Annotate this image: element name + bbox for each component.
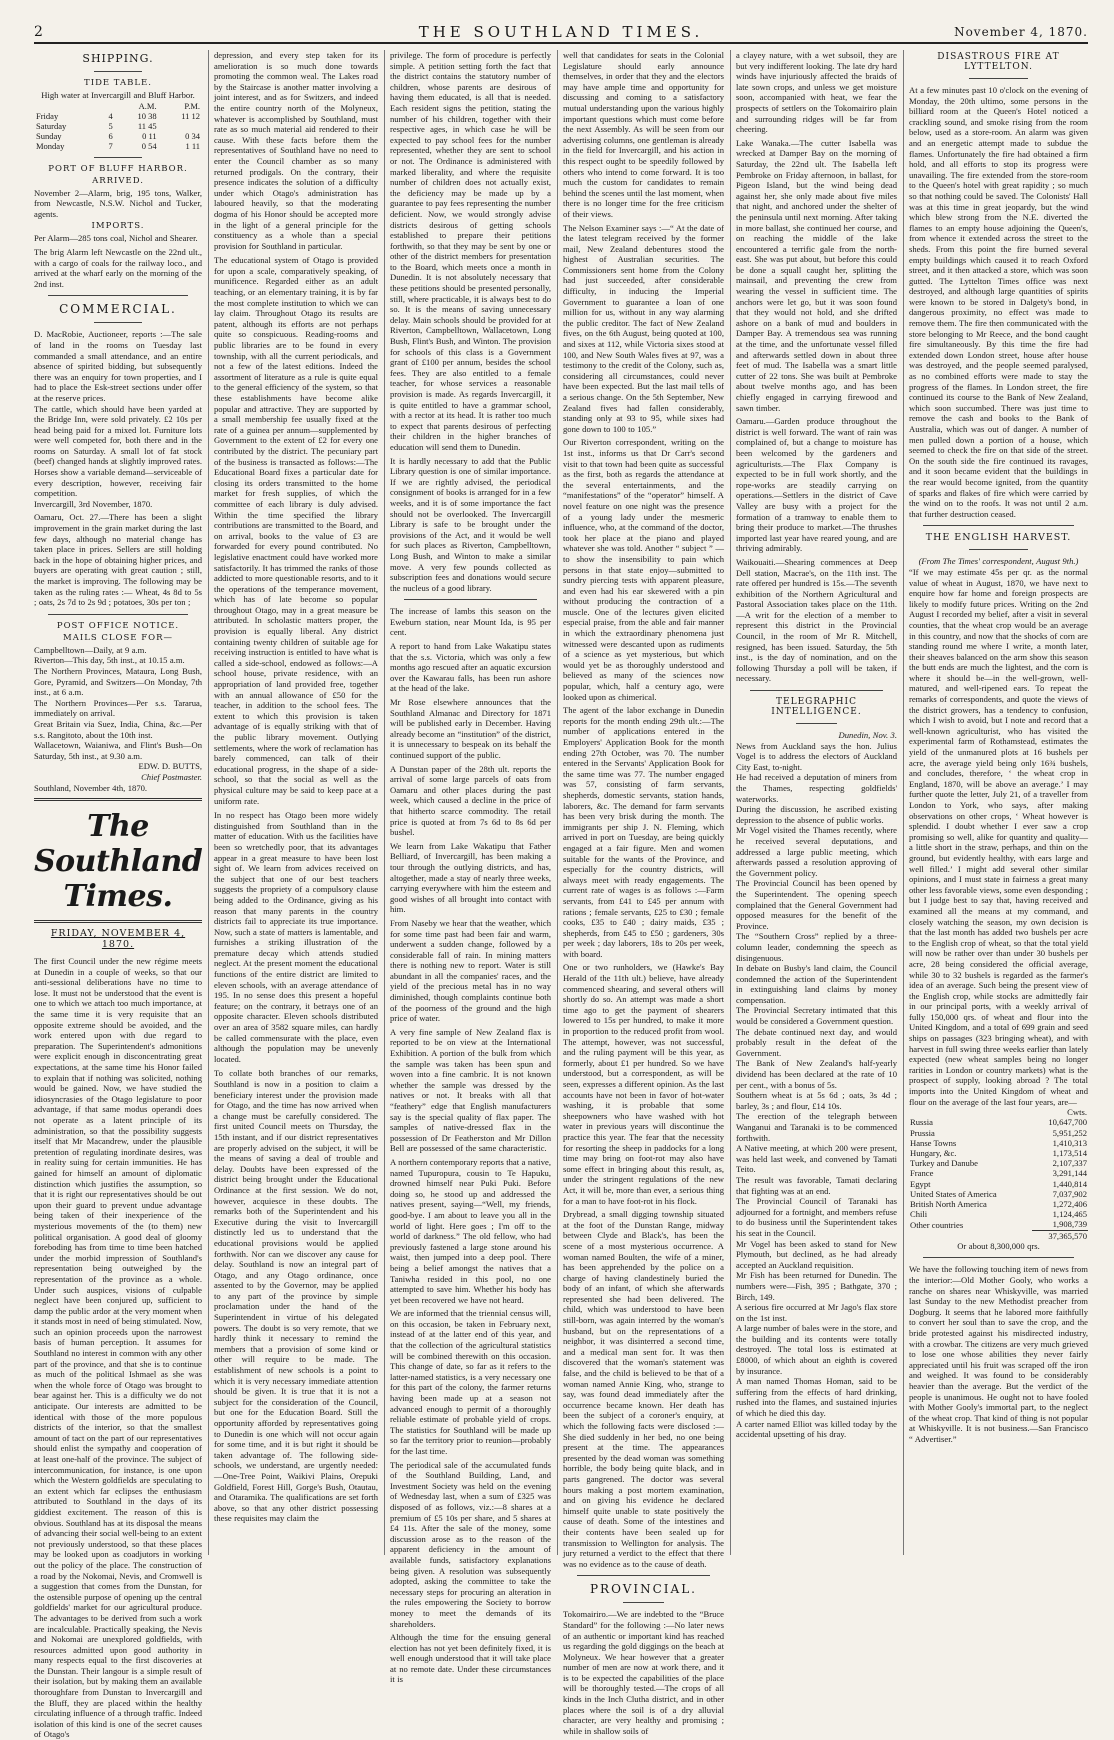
table-row: Hungary, &c. 1,173,514: [910, 1148, 1087, 1159]
telegram-item: Mr Vogel has been asked to stand for New Plymouth, but declined, as he had already accepted an Auckland requisition.: [736, 1238, 897, 1270]
column-rule: [384, 50, 385, 1555]
table-row: Egypt 1,440,814: [910, 1178, 1087, 1189]
news-item: From Naseby we hear that the weather, which for some time past had been fair and warm, underwent a sudden change, followed by a considerable fall of rain. In mining matters there is nothing new to report. Water is still abundant in all the companies' races, and the yield of the precious metal has in no way diminished, though complaints continue both of the poorness of the ground and the high price of water.: [390, 917, 551, 1024]
harvest-source: (From The Times' correspondent, August 9th.): [918, 556, 1079, 567]
provincial-para: Waikouaiti.—Shearing commences at Deep Dell station, Macrae's, on the 11th inst. The rate offered per hundred is 15s.—The seventh exhibition of the Northern Agricultural and Pastoral Association takes place on the 11th.—A writ for the election of a member to represent this district in the Provincial Council, in the room of Mr R. Mitchell, resigned, has been issued. Saturday, the 5th inst., is the day of nomination, and on the following Thursday a poll will be taken, if necessary.: [736, 556, 897, 684]
table-row: Saturday 5 11 45: [36, 120, 157, 131]
postmaster-name: EDW. D. BUTTS,: [138, 761, 202, 772]
imports-heading: IMPORTS.: [91, 221, 145, 232]
telegram-item: A large number of bales were in the store, and the building and its contents were totally destroyed. The total loss is estimated at £8000, of which about an eighth is covered by insurance.: [736, 1323, 897, 1376]
brig-note: The brig Alarm left Newcastle on the 22nd ult., with a cargo of coals for the railway loco., and arrived at the wharf early on the morning of the 2nd inst.: [34, 246, 202, 289]
column-5: [736, 50, 897, 1555]
port-heading: PORT OF BLUFF HARBOR.: [48, 163, 188, 174]
column-rule: [730, 50, 731, 1555]
table-row: Hanse Towns 1,410,313: [910, 1137, 1087, 1148]
column-1: [34, 50, 203, 1740]
education-para: The educational system of Otago is provided for upon a scale, comparatively speaking, of munificence. Regarded either as an adult teaching, or an elementary training, it is by far the most complete institution to which we can lay claim. Throughout Otago its results are patent, although its efforts are not perhaps quite so conspicuous. Reading-rooms and public libraries are to be found in every township, with all the current periodicals, and not a few of the latest editions. Indeed the assortment of literature as a rule is quite equal to the general efficiency of the system, so that these establishments have become alike popular and attractive. They are supported by a small membership fee usually fixed at the rate of a guinea per annum—supplemented by Government to the extent of £2 for every one contributed by the district. The pecuniary part of the business is transacted as follows:—The Educational Board fixes a particular date for closing its orders transmitted to the home market for fresh supplies, of which the committee of each library is duly advised. Within the time specified the library contributions are transmitted to the Board, and on arrival, books to the value of £3 are forwarded for every pound contributed. No legislative enactment could have worked more satisfactorily. It has trimmed the ranks of those addicted to more questionable resorts, and to it the operations of the temperance movement, which has of late become so popular throughout Otago, may in a great measure be attributed. In scholastic matters proper, the provision is equally liberal. Any district containing twenty children of suitable age for receiving instruction is entitled to have what is called a side-school, endowed as follows:—A school house, private residence, with an appropriation of land provided free, together with an annual allowance of £50 for the teacher, in addition to the school fees. The extent to which this provision is taken advantage of is equally striking with that of the public library movement. Outlying settlements, where the work of reclamation has barely commenced, can talk of their educational progress, in the shape of a side-school, so that the social as well as the physical culture may be said to keep pace at a uniform rate.: [214, 255, 378, 806]
column-rule: [208, 50, 209, 1555]
telegram-item: The erection of the telegraph between Wanganui and Taranaki is to be commenced forthwith.: [736, 1111, 897, 1143]
harvest-article: “If we may estimate 45s per qr. as the normal value of wheat in August, 1870, we have next to enquire how far home and foreign prospects are likely to modify future prices. Writing on the 2nd August I recorded my belief, after a visit in several counties, that the wheat crop would be an average in this country, and now that the shocks of corn are standing round me where I write, a month later, their sheaves balanced on the arm show this season the butt ends are much the lightest, and the corn is where it should be—in the well-grown, well-matured, and well-ripened ears. To repeat the remarks of correspondents, and quote the views of the district growers, has a tendency to confusion, which I wish to avoid, but I note and record that a well-known agriculturist, who has visited the experimental farm of Rothamstead, estimates the yield of the unmanured plots at 16 bushels per acre, the average yield being only 16¾ bushels, and concludes, therefore, ‘ the wheat crop in England, 1870, will be above an average.’ I may further quote the letter, July 21, of a traveller from London to York, who says, after making observations on other crops, ‘ Wheat however is splendid. I doubt whether I ever saw a crop promising so well, alike for quantity and quality—a little short in the straw, perhaps, and thin on the ground, but evidently healthy, with ears large and well filled.’ I might add several other similar opinions, and I must state in fairness a great many other less favorable views, some even desponding ; but I judge best to say that, having received and examined all the means at my command, and closely watching the season, my own decision is that the last month has added two bushels per acre to the English crop of wheat, so that the total yield will now be rather over than under 30 bushels per acre, 28 being considered the official average, while 30 to 32 bushels is regarded as the farmer's idea of an average. Such being the present view of the English crop, while stocks are admittedly fair in our principal ports, with a weekly arrival of fully 150,000 qrs. of wheat and flour into the United Kingdom, and a total of 699 grain and seed ships on passages (323 bringing wheat), and with harvest in full swing three weeks earlier than lately expected (new wheat samples being no longer rarities in London or country markets) what is the prospect of supply, looking abroad ? The total imports into the United Kingdom of wheat and flour on the average of the last four years, are—: [909, 566, 1088, 1107]
table-row: Sunday 6 0 11 0 34: [36, 130, 200, 141]
table-row: United States of America 7,037,902: [910, 1188, 1087, 1199]
telegram-item: During the discussion, he ascribed existing depression to the absence of public works.: [736, 804, 897, 825]
table-total: 37,365,570: [1048, 1230, 1087, 1241]
table-row: Monday 7 0 54 1 11: [36, 140, 200, 151]
shipping-heading: SHIPPING.: [82, 52, 154, 65]
telegram-item: Southern wheat is at 5s 6d ; oats, 3s 4d ; barley, 3s ; and flour, £14 10s.: [736, 1090, 897, 1111]
news-item: Our Riverton correspondent, writing on the 1st inst., informs us that Dr Carr's second visit to that town had been quite as successful as the first, both as regards the attendance at the several entertainments, and the “manifestations” of the “operator” himself. A novel feature on one night was the presence of a young lady under the mesmeric influence, who, at the command of the doctor, took her place at the piano and played whatever she was told. Another “ subject ” —to show the insensibility to pain which persons in that state enjoy—submitted to sundry piercing tests with apparent pleasure, and even had his ear skewered with a pin without producing the contraction of a muscle. One of the lectures given elicited especial praise, from the able and fair manner in which the extraordinary phenomena just witnessed were descanted upon as rudiments of a science as yet mysterious, but which would yet be as thoroughly understood and believed as many of the sciences now popular, which, half a century ago, were looked upon as chimerical.: [563, 437, 724, 702]
table-row: Chili 1,124,465: [910, 1209, 1087, 1220]
newspaper-title: THE SOUTHLAND TIMES.: [418, 23, 704, 41]
telegram-item: News from Auckland says the hon. Julius Vogel is to address the electors of Auckland City East, to-night.: [736, 740, 897, 772]
leader-continued: depression, and every step taken for its amelioration is so much done towards promoting the common weal. The Lakes road by the Staircase is another matter involving a joint interest, and as for Switzers, and indeed the entire country north of the Molyneux, whatever is accomplished by Southland, must rate as so much material aid rendered to their cause. With these facts before them the representatives of Southland have no need to enter the Council chamber as so many returned prodigals. On the contrary, their presence indicates the solution of a difficulty under which Otago's administration has laboured heavily, so that the moderating dogma of his Honor should be accepted more in the light of a general principle for the constituency as a whole than a special provision for Southland in particular.: [214, 50, 378, 251]
telegram-item: A serious fire occurred at Mr Jago's flax store on the 1st inst.: [736, 1302, 897, 1323]
page-header: [34, 22, 1088, 44]
news-item: Mr Rose elsewhere announces that the Southland Almanac and Directory for 1871 will be published early in December. Having already become an “institution” of the district, it is unnecessary to bespeak on its behalf the continued support of the public.: [390, 697, 551, 760]
education-para: To collate both branches of our remarks, Southland is now in a position to claim a beneficiary interest under the provision made for Otago, and the time has now arrived when a change must be carefully considered. The first united Council meets on Thursday, the 15th instant, and if our district representatives are properly advised on the subject, it will be the means of saving a deal of trouble and delay. Doubts have been expressed of the district being brought under the Educational Ordinance at the first session. We do not, however, acquiesce in these doubts. The remarks both of the Superintendent and his Executive during the visit to Invercargill distinctly led us to understand that the educational provisions would be applied forthwith. Nor can we discover any cause for delay. Southland is now an integral part of Otago, and any Otago ordinance, once assented to by the Governor, may be applied to any part of the province by simple proclamation under the hand of the Superintendent in virtue of his delegated powers. The doubt is so very remote, that we hardly think it necessary to remind the members that a provision of some kind or other will require to be made. The establishment of new schools is a point to which it is very necessary immediate attention should be given. It is true that it is not a subject for the consideration of the Council, but one for the Education Board. Still the opportunity afforded by representatives going to Dunedin is one which will not occur again for some time, and it is but right it should be taken advantage of. The following side-schools, we understand, are urgently needed:—One-Tree Point, Waikivi Plains, Orepuki Goldfield, Forest Hill, Gorge's Bush, Otautau, and Otaramika. The qualifications are set forth above, so that any other district possessing these requisites may claim the: [214, 1068, 378, 1524]
imports-text: Per Alarm—285 tons coal, Nichol and Shearer.: [34, 233, 198, 244]
mail-item: Campbelltown—Daily, at 9 a.m.: [34, 644, 147, 655]
table-row: Friday 4 10 38 11 12: [36, 110, 200, 121]
commercial-para: The cattle, which should have been yarded at the Bridge Inn, were sold privately. £2 10s per head being paid for a mixed lot. Furniture lots were well competed for, both there and in the rooms on Saturday. A small lot of fat stock (beef) changed hands at slightly improved rates. Horses show a variable demand—serviceable of every description, however, receiving fair competition.: [34, 403, 202, 499]
fire-article: At a few minutes past 10 o'clock on the evening of Monday, the 20th ultimo, some persons in the billiard room at the Queen's Hotel noticed a crackling sound, and smoke rising from the room below, used as a store-room. An alarm was given and an energetic attempt made to subdue the flames. Unfortunately the fire had obtained a firm hold, and all efforts to stop its progress were unavailing. The fire extended from the store-room to the Queen's hotel with great rapidity ; so much so that nothing could be saved. The Colonists' Hall was at this time in great jeopardy, but the wind which blew strong from the N.E. diverted the flames to an empty house adjoining the Queen's, from whence it extended across the street to the sheds. From this point the fire burned several empty buildings which caused it to reach Oxford street, and it then attacked a store, which was soon gutted. The Lyttelton Times office was next destroyed, and although large quantities of spirits were known to be stored in Dalgety's bond, in dangerous proximity, no effect was made to remove them. The fire then communicated with the store belonging to Mr Reece, and the bond caught fire simultaneously. By this time the fire had extended down London street, house after house was destroyed, and the people seemed paralysed, as no combined efforts were made to stay the progress of the flames. In London street, the fire continued its course to the Bank of New Zealand, which soon succumbed. There was just time to remove the cash and books to the Bank of Australia, which was out of danger. A number of men pulled down a portion of a house, which seemed to check the fire on that side of the street. On the south side the fire continued its ravages, and it soon became evident that the buildings in the rear would become ignited, from the quantity of sparks and flakes of fire which were carried by the wind on to the roofs. It was not until 2 a.m. that further destruction ceased.: [909, 85, 1088, 519]
leader-continued: privilege. The form of procedure is perfectly simple. A petition setting forth the fact that the district contains the statutory number of children, whose parents are desirous of having them educated, is all that is needed. Each resident signs the petition, stating the number of his children, together with their respective ages, in which case he will be expected to pay school fees for the number represented, whether they are sent to school or not. The Ordinance is administered with marked liberality, and where the requisite number of children does not actually exist, the deficiency may be made up by a guarantee to pay fees representing the number deficient. Now, we would strongly advise districts desirous of getting schools established to prepare their petitions forthwith, so that they may be sent by one or other of the district members for presentation to the Board, which meets once a month in Dunedin. It is not absolutely necessary that these petitions should be presented personally, still, where practicable, it is always best to do so. It is the means of saving unnecessary delay. Main schools should be provided for at Riverton, Campbelltown, Wallacetown, Long Bush, Flint's Bush, and Winton. The provision for schools of this class is a Government grant of £100 per annum, besides the school fees. They are also entitled to a female teacher, for whose services a reasonable provision is made. As regards Invercargill, it is quite entitled to have a grammar school, with a rector at its head. It is rather too much to expect that parents desirous of perfecting their children in the higher branches of education will send them to Dunedin.: [390, 50, 551, 452]
issue-date: November 4, 1870.: [954, 25, 1088, 39]
table-row: Other countries 1,908,739: [910, 1219, 1087, 1230]
news-item: The agent of the labor exchange in Dunedin reports for the month ending 29th ult.:—The number of applications entered in the Employers' Application Book for the month ending 27th October, was 70. The number entered in the Servants' Application Book for the same time was 77. The number engaged was 57, consisting of farm servants, shepherds, domestic servants, station hands, laborers, &c. The demand for farm servants has been very brisk during the month. The immigrants per ship J. N. Fleming, which arrived in port on Tuesday, are being quickly engaged at a fair figure. Men and women suitable for the wants of the Province, and especially for the country districts, will always meet with ready engagements. The current rate of wages is as follows :—Farm servants, from £41 to £45 per annum with rations ; female servants, £25 to £30 ; female cooks, £35 to £40 ; dairy maids, £35 ; shepherds, from £45 to £50 ; gardeners, 30s per week ; day laborers, 18s to 20s per week, with board.: [563, 705, 724, 959]
tide-note: High water at Invercargill and Bluff Harbor.: [41, 90, 195, 100]
post-office-heading: POST OFFICE NOTICE.: [56, 620, 180, 631]
arrived-heading: ARRIVED.: [92, 175, 144, 186]
table-row: Prussia 5,951,252: [910, 1127, 1087, 1138]
mail-item: The Northern Provinces—Per s.s. Tararua, immediately on arrival.: [34, 697, 202, 719]
telegram-item: The Provincial Secretary intimated that this would be considered a Government question.: [736, 1005, 897, 1027]
commercial-heading: COMMERCIAL.: [59, 302, 177, 317]
telegram-item: The result was favorable, Tamati declaring that fighting was at an end.: [736, 1174, 897, 1196]
telegram-item: A Native meeting, at which 200 were present, was held last week, and convened by Tamati Teito.: [736, 1143, 897, 1175]
mail-item: Wallacetown, Waianiwa, and Flint's Bush—On Saturday, 5th inst., at 9.30 a.m.: [34, 740, 202, 761]
mail-item: Great Britain via Suez, India, China, &c.—Per s.s. Rangitoto, about the 10th inst.: [34, 718, 202, 740]
telegram-item: The Provincial Council of Taranaki has adjourned for a fortnight, and members refuse to do business until the Superintendent takes his seat in the Council.: [736, 1196, 897, 1238]
tide-table: A.M. P.M. Friday 4 10 38 11 12 Saturday 5 11 45 Sunday 6 0 11 0 34 Monday 7 0 54 1 11: [36, 100, 200, 151]
leader-article: The first Council under the new régime meets at Dunedin in a couple of weeks, so that our anti-sessional deliberations have no time to lose. It must not be understood that the event is one to which we attach too much importance, at the same time it is very requisite that an opposite extreme should be avoided, and the work entered upon with due regard to preparation. The Superintendent's admonitions were explicit enough in disconcentrating great expectations, at the same time his Honor failed to explain that if nothing was solicited, nothing would be gained. Now, we have studied the idiosyncrasies of the Otago legislature to poor advantage, if that same modus operandi does not operate as a latent principle of its administration, so that the possibility suggests itself that Mr Macandrew, under the plausible pretention of regulating inordinate desires, was in reality suing for certain immunities. He has gained for himself an amount of diplomatic distinction which justifies the assumption, so that it is right our representatives should be out upon their guard to prevent undue advantage being taken of their inexperience of the mysterious movements of the (to them) new political organisation. A good deal of gloomy foreboding has from time to time been hatched under the morbid impression of Southland's representation being outweighed by the representation of the province as a whole. Under such auspices, visions of culpable neglect have been conjured up, sufficient to damp the public ardor at the very moment when it stands most in need of being stimulated. Now, such an opinion proceeds upon the narrowest basis of human perception. It assumes for Southland no interest in common with any other part of the province, and that she is to continue as much of the political Ishmael as she was when the whole force of Otago was brought to bear against her. This is a difficulty we do not anticipate. Our interests are admitted to be identical with those of the more populous districts of the interior, so that the smallest amount of tact on the part of our representatives should enlist the sympathy and cooperation of at least one-half of the province. The subject of intercommunication, for instance, is one upon which the Western goldfields are speculating to an extent which far eclipses the enthusiasm attributed to Southland in the days of its giddiest excitement. The reason of this is obvious. Southland has at its disposal the means of advancing their social well-being to an extent not previously understood, so that these places may be looked upon as coadjutors in working out the policy of the place. The construction of a road by the Nokomai, Nevis, and Cromwell is a suggestion that comes from the Dunstan, for the ostensible purpose of opening up the central goldfields' market for our agricultural produce. The advantages to be derived from such a work are incalculable. Practically speaking, the Nevis and Nokomai are unexplored goldfields, with resources admitted upon good authority in many respects equal to the first discoveries at the Dunstan. Their langour is a simple result of their isolation, but by making them an available thoroughfare from Dunstan to Invercargill and the Bluff, they are placed within the healthy circulating influence of a through traffic. Indeed isolation of this kind is one of the secret causes of Otago's: [34, 956, 202, 1740]
telegram-item: The Provincial Council has been opened by the Superintendent. The opening speech complained that the General Government had opposed measures for the benefit of the Province.: [736, 878, 897, 931]
provincial-para: Lake Wanaka.—The cutter Isabella was wrecked at Damper Bay on the morning of Saturday, the 22nd ult. The Isabella left Pembroke on Friday afternoon, in ballast, for Pigeon Island, but the wind being dead against her, she only made about five miles that night, and anchored under the shelter of the peninsula until next morning. After taking in more ballast, she continued her course, and on reaching the middle of the lake encountered a terrific gale from the north-east. She was put about, but before this could be done a squall caught her, splitting the mainsail, and preventing the crew from wearing the vessel in sufficient time. The anchors were let go, but it was soon found that they would not hold, and she drifted ashore on a bank of mud and boulders in Damper Bay. A tremendous sea was running at the time, and the unfortunate vessel filled and afterwards settled down in about three feet of mud. The Isabella was a smart little cutter of 22 tons. She was built at Pembroke about twelve months ago, and has been chiefly engaged in carrying firewood and sawn timber.: [736, 137, 897, 413]
telegram-item: A carter named Elliot was killed today by the accidental upsetting of his dray.: [736, 1418, 897, 1440]
table-row: British North America 1,272,406: [910, 1199, 1087, 1210]
telegram-item: The “Southern Cross” replied by a three-column leader, condemning the speech as disingenuous.: [736, 931, 897, 963]
grain-qrs: Or about 8,300,000 qrs.: [957, 1240, 1040, 1251]
library-para: It is hardly necessary to add that the Public Library question is one of similar importance. If we are rightly advised, the periodical consignment of books is arranged for in a few weeks, and it is of some importance the fact should not be overlooked. The Invercargill Library is safe to be brought under the provisions of the Act, and it would be well for such places as Riverton, Campbelltown, Long Bush, and Winton to make a similar move. A very few pounds collected as subscription fees and donations would secure the nucleus of a good library.: [390, 455, 551, 593]
column-6: [909, 50, 1088, 1555]
news-item: One or two runholders, we (Hawke's Bay Herald of the 11th ult.) believe, have already commenced shearing, and several others will shortly do so. An attempt was made a short time ago to get the payment of shearers lowered to 15s per hundred, to make it more in proportion to the reduced profit from wool. The attempt, however, was not successful, and the ruling payment will be this year, as formerly, about £1 per hundred. So we have understood, but a correspondent, as will be seen, expresses a different opinion. As the last accounts have not been in favor of hot-water washing, it is probable that some sheepowners who have washed with hot water in previous years will discontinue the practice this year. The fear that the necessity for resorting the sheep in paddocks for a long time may bring on foot-rot may also have some effect in bringing about this result, as, under the stringent regulations of the new Act, it will be, more than ever, a serious thing for a man to have foot-rot in his flock.: [563, 962, 724, 1206]
telegram-item: Mr Fish has been returned for Dunedin. The numbers were—Fish, 395 ; Bathgate, 370 ; Birch, 149.: [736, 1270, 897, 1302]
column-2: [214, 50, 378, 1555]
mail-item: The Northern Provinces, Mataura, Long Bush, Gore, Pyramid, and Switzers—On Monday, 7th inst., at 6 a.m.: [34, 665, 202, 698]
provincial-heading: PROVINCIAL.: [589, 1582, 697, 1597]
leader-dateline: FRIDAY, NOVEMBER 4, 1870.: [50, 928, 186, 951]
news-item: We are informed that the triennial census will, on this occasion, be taken in February next, instead of at the latter end of this year, and that the collection of the agricultural statistics will be combined therewith on this occasion. This change of date, so far as it refers to the latter-named statistics, is a very necessary one for this part of the colony, the farmer returns having been made up at a season not advanced enough to permit of a thoroughly reliable estimate of probable yield of crops. The statistics for Southland will be made up so far the territory prior to reunion—probably for the last time.: [390, 1308, 551, 1456]
news-item: well that candidates for seats in the Colonial Legislature should early announce themselves, in order that they and the electors may have ample time and opportunity for discussing and coming to a satisfactory mutual understanding upon the various highly important questions which must come before the next Assembly. As will be seen from our advertising columns, one gentleman is already in the field for Invercargill, and his action in this respect ought to be speedily followed by others who intend to come forward. It is too much the custom for candidates to remain behind the scenes until the last moment, when there is no longer time for the free criticism of their views.: [563, 50, 724, 219]
post-office-date: Southland, November 4th, 1870.: [34, 782, 148, 793]
table-row: Russia 10,647,700: [910, 1117, 1087, 1128]
telegram-item: The Bank of New Zealand's half-yearly dividend has been declared at the rate of 10 per cent., with a bonus of 5s.: [736, 1058, 897, 1090]
news-item: Drybread, a small digging township situated at the foot of the Dunstan Range, midway between Clyde and Black's, has been the scene of a most mysterious occurrence. A woman named Boulten, the wife of a miner, has been apprehended by the police on a charge of having clandestinely buried the body of an infant, of which she afterwards represented she had been delivered. The child, which was understood to have been still-born, was again interred by the woman's husband, but on the representations of a neighbor, it was disinterred a second time, and a medical man sent for. It was then discovered that the woman's statement was false, and the child is believed to be that of a woman named Annie King, who, strange to say, was found dead immediately after the occurrence became known. Her death has been the subject of a coroner's enquiry, at which the following facts were disclosed :—She died suddenly in her bed, no one being present at the time. The appearances presented by the dead woman was something horrible, the body being quite black, and in parts gangrened. The doctor was several hours making a post mortem examination, and on giving his evidence he declared himself quite unable to state positively the cause of death. Some of the intestines and their contents have been sealed up for transmission to Wellington for analysis. The jury returned a verdict to the effect that there was no evidence as to the cause of death.: [563, 1209, 724, 1569]
column-rule: [557, 50, 558, 1555]
provincial-para: Tokomairiro.—We are indebted to the “Bruce Standard” for the following :—No later news of an authentic or important kind has reached us regarding the gold diggings on the beach at Molyneux. We hear however that a greater number of men are now at work there, and it is to be expected the capabilities of the place will be thoroughly tested.—The crops of all kinds in the Inch Clutha district, and in other places where the soil is of a dry alluvial character, are very healthy and promising ; while in shallow soils of: [563, 1609, 724, 1736]
mail-item: Riverton—This day, 5th inst., at 10.15 a.m.: [34, 655, 185, 666]
column-4: [563, 50, 724, 1736]
news-item: The periodical sale of the accumulated funds of the Southland Building, Land, and Investment Society was held on the evening of Wednesday last, when a sum of £325 was disposed of as follows, viz.:—8 shares at a premium of £5 10s per share, and 5 shares at £4 11s. After the sale of the money, some discussion arose as to the reason of the apparent deficiency in the amount of available funds, satisfactory explanations being given. A resolution was subsequently adopted, asking the committee to take the necessary steps for procuring an alteration in the rules empowering the Society to borrow money to meet the demands of its shareholders.: [390, 1459, 551, 1629]
education-para: In no respect has Otago been more widely distinguished from Southland than in the matter of education. With us the facilities have been so wretchedly poor, that its advantages appear in a great measure to have been lost sight of. We learn from advices received on the subject that one of our best teachers suggests the propriety of a compulsory clause being added to the Ordinance, giving as his reason that many parents in the country districts fail to appreciate its true importance. Now, such a state of matters is lamentable, and furnishes a striking illustration of the premature decay which attends studied neglect. At the present moment the educational functions of the entire district are limited to eleven schools, with an average attendance of 195. In no sense does this present a hopeful feature; on the contrary, it betrays one of an opposite character. Eleven schools distributed over an area of 3582 square miles, can hardly be called commensurate with the place, even although the population may be unevenly located.: [214, 810, 378, 1064]
news-item: A report to hand from Lake Wakatipu states that the s.s. Victoria, which was only a few months ago rescued after an aquatic excursion over the Kawarau falls, has been run ashore at the head of the lake.: [390, 641, 551, 694]
news-item: A very fine sample of New Zealand flax is reported to be on view at the International Exhibition. A portion of the bulk from which the sample was taken has been spun and woven into a fine cambric. It is not known whether the sample was dressed by the natives or not. It breaks with all that “feathery” edge that English manufacturers say is the special quality of flax paper. The samples of native-dressed flax in the possession of Dr Featherston and Mr Dillon Bell are possessed of the same characteristic.: [390, 1026, 551, 1154]
news-item: The increase of lambs this season on the Eweburn station, near Mount Ida, is 95 per cent.: [390, 606, 551, 638]
telegram-item: A man named Thomas Homan, said to be suffering from the effects of hard drinking, rushed into the flames, and sustained injuries of which he died this day.: [736, 1376, 897, 1419]
news-item: A northern contemporary reports that a native, named Tupuropura, cousin to Te Hapuku, drowned himself near Puki Puki. Before doing so, he stood up and addressed the natives present, saying—“Well, my friends, good-bye. I am about to leave you all in the world of light. Here goes ; I'm off to the world of darkness.” The old fellow, who had previously fastened a large stone around his waist, then jumped into a deep pool. There being a belief amongst the natives that a Taniwha resided in this pool, no one attempted to save him. Whether his body has yet been recovered we have not heard.: [390, 1156, 551, 1305]
commercial-signoff: Invercargill, 3rd November, 1870.: [34, 498, 153, 509]
table-row: Turkey and Danube 2,107,337: [910, 1158, 1087, 1169]
news-item: A Dunstan paper of the 28th ult. reports the arrival of some large parcels of oats from Oamaru and other places during the past week, which caused a decline in the price of that hitherto scarce commodity. The retail price is quoted at from 7s 6d to 8s 6d per bushel.: [390, 763, 551, 838]
postmaster-title: Chief Postmaster.: [141, 771, 202, 782]
commercial-para: D. MacRobie, Auctioneer, reports :—The sale of land in the rooms on Tuesday last commanded a small attendance, and an entire absence of spirited bidding, but subsequently there was an enquiry for town properties, and I had to place the Esk-street sections under offer at the reserve prices.: [34, 329, 202, 403]
imports-table: Cwts. Russia 10,647,700 Prussia 5,951,252 Hanse Towns 1,410,313 Hungary, &c. 1,173,514 Turkey and Danube 2,107,337 France 3,291,144 Egypt 1,440,814 United States of America 7,037,902 British North America 1,272,406 Chili 1,124,465 Other countries 1,908,739 37,365,570: [910, 1107, 1087, 1241]
provincial-para: Oamaru.—Garden produce throughout the district is well forward. The want of rain was complained of, but a change to moisture has been welcomed by the gardeners and agriculturists.—The Flax Company is expected to be in full work shortly, and the rope-works are steadily carrying on operations.—Settlers in the district of Cave Valley are busy with a project for the formation of a tramway to enable them to bring their produce to market.—The thrushes imported last year have reared young, and are thriving admirably.: [736, 416, 897, 554]
news-item: We learn from Lake Wakatipu that Father Belliard, of Invercargill, has been making a tour through the outlying districts, and has, altogether, made a stay of nearly three weeks, carrying everywhere with him the esteem and good wishes of all brought into contact with him.: [390, 840, 551, 915]
telegraphic-heading: TELEGRAPHIC INTELLIGENCE.: [771, 697, 862, 718]
column-rule: [903, 50, 904, 1555]
telegram-item: He had received a deputation of miners from the Thames, respecting goldfields' waterworks.: [736, 772, 897, 804]
tide-table-heading: TIDE TABLE.: [84, 78, 152, 88]
arrived-text: November 2—Alarm, brig, 195 tons, Walker, from Newcastle, N.S.W. Nichol and Tucker, agents.: [34, 187, 202, 219]
masthead: The Southland Times.: [34, 809, 203, 915]
news-item: The Nelson Examiner says :—“ At the date of the latest telegram received by the former mail, New Zealand debentures stood the highest of Australian securities. The Commissioners sent home from the Colony had just succeeded, after considerable difficulty, in inducing the Imperial Government to guarantee a loan of one million for us, without in any way alarming the public creditor. The fact of New Zealand fives, on the 6th August, being quoted at 100, and sixes at 112, while Victoria sixes stood at 100, and New South Wales fives at 97, was a testimony to the credit of the Colony, such as, considering all circumstances, could never have been expected. But the last mail tells of a serious change. On the 5th September, New Zealand fives had fallen considerably, standing only at 93 to 95, while sixes had gone down to 100 to 105.”: [563, 222, 724, 434]
mails-close-heading: MAILS CLOSE FOR—: [63, 632, 173, 643]
harvest-heading: THE ENGLISH HARVEST.: [925, 532, 1072, 544]
page-number: 2: [34, 24, 43, 40]
telegram-item: In debate on Busby's land claim, the Council condemned the action of the Superintendent in extinguishing land claims by money compensation.: [736, 963, 897, 1005]
fire-heading: DISASTROUS FIRE AT LYTTELTON.: [937, 52, 1060, 72]
table-row: France 3,291,144: [910, 1168, 1087, 1179]
column-3: [390, 50, 551, 1685]
telegram-item: Mr Vogel visited the Thames recently, where he received several deputations, and addressed a large public meeting, which afterwards passed a resolution approving of the Government policy.: [736, 825, 897, 878]
news-item: We have the following touching item of news from the interior:—Old Mother Gooly, who works a ranche on shares near Whiskyville, was married last Sunday to the new Methodist preacher from Dogburg. It seems that he labored more faithfully to convert her soul than to save the crop, and the bride protested against his misdirected industry, with a crowbar. The citizens are very much grieved to lose one whose abilities they never fairly appreciated until his fruit was scraped off the iron and weighed. It was found to be considerably heavier than the average. But the verdict of the people is unanimous. He ought not to have fooled with Mother Gooly's immortal part, to the neglect of the wheat crop. That kind of thing is not popular at Whiskyville. It is not business.—San Francisco “ Advertiser.”: [909, 1264, 1088, 1444]
telegraph-dateline: Dunedin, Nov. 3.: [838, 730, 897, 741]
commercial-para: Oamaru, Oct. 27.—There has been a slight improvement in the grain market during the last few days, although no material change has taken place in prices. Sellers are still holding back in the hope of obtaining higher prices, and buyers are operating with great caution ; still, the market is improving. The following may be taken as the ruling rates :— Wheat, 4s 8d to 5s ; oats, 2s 7d to 2s 9d ; potatoes, 30s per ton ;: [34, 512, 202, 608]
provincial-continued: a clayey nature, with a wet subsoil, they are but very indifferent looking. The late dry hard winds have injuriously affected the braids of late sown crops, and unless we get moisture soon, accompanied with heat, we fear the prospects of settlers on the Tokomairiro plain and surrounding ridges will be far from cheering.: [736, 50, 897, 135]
telegram-item: The debate continued next day, and would probably result in the defeat of the Government.: [736, 1026, 897, 1058]
news-item: Although the time for the ensuing general election has not yet been definitely fixed, it is well enough understood that it will take place at no remote date. Under these circumstances it is: [390, 1632, 551, 1685]
